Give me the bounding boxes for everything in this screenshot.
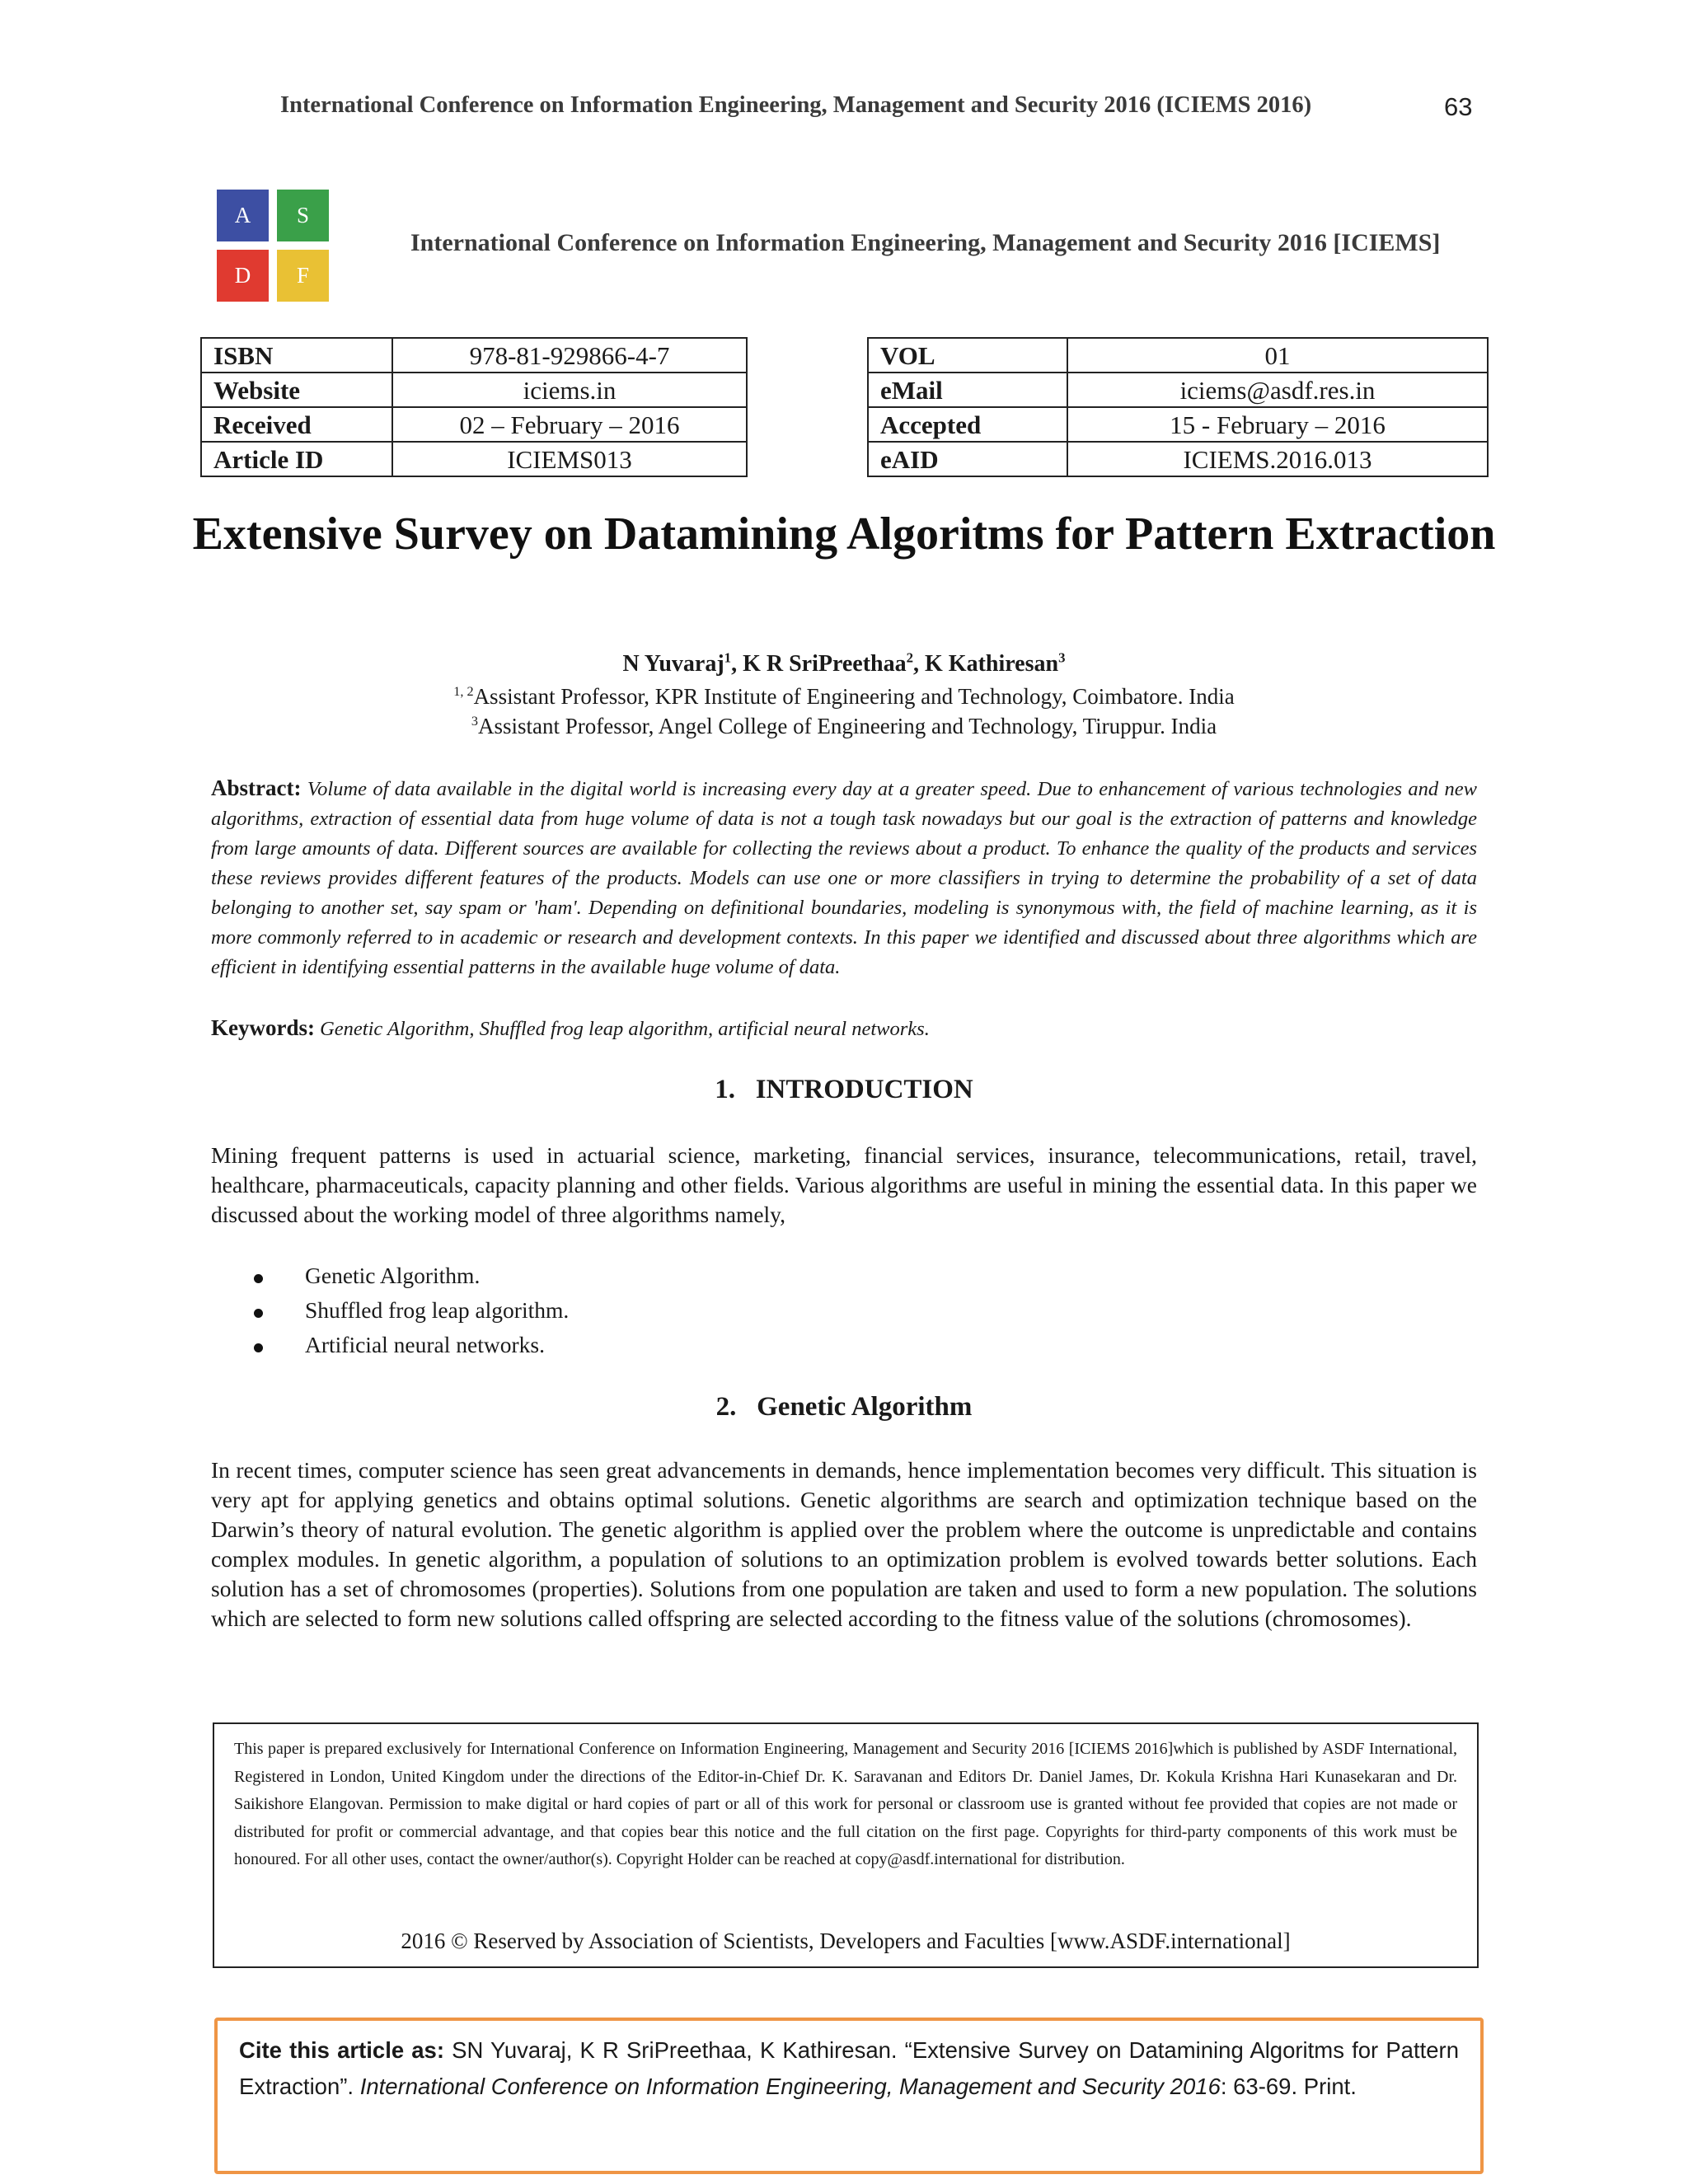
meta-key: Received [201, 407, 392, 442]
running-header: International Conference on Information Engineering, Management and Security 2016 (ICIEMS 2016) [280, 92, 1312, 118]
meta-value: iciems@asdf.res.in [1067, 373, 1488, 407]
affiliation-1 [132, 684, 1556, 710]
affiliation-sup: 1, 2 [453, 684, 474, 699]
author-sup: 3 [1058, 649, 1066, 666]
bullet-icon [254, 1309, 263, 1318]
author-name: N Yuvaraj [622, 651, 724, 677]
page-number: 63 [1444, 92, 1473, 121]
meta-value: ICIEMS.2016.013 [1067, 442, 1488, 476]
affiliation-sup: 3 [471, 714, 478, 729]
keywords-label: Keywords: [211, 1015, 315, 1040]
logo-tile-a: A [217, 190, 269, 241]
bullet-icon [254, 1274, 263, 1283]
meta-row [201, 442, 747, 476]
logo-tile-d: D [217, 250, 269, 302]
meta-value: ICIEMS013 [392, 442, 747, 476]
author-name: K Kathiresan [925, 651, 1059, 677]
affiliation-2 [132, 714, 1556, 739]
meta-value: 02 – February – 2016 [392, 407, 747, 442]
copyright-notice-text: This paper is prepared exclusively for International Conference on Information Engineering, Management and Security 2016 [ICIEMS 2016]which is published by ASDF International, Registered in London, United Kingdom under the directions of the Editor-in-Chief Dr. K. Saravanan and Editors Dr. Daniel James, Dr. Kokula Krishna Hari Kunasekaran and Dr. Saikishore Elangovan. Permission to make digital or hard copies of part or all of this work for personal or classroom use is granted without fee provided that copies are not made or distributed for profit or commercial advantage, and that copies bear this notice and the full citation on the first page. Copyrights for third-party components of this work must be honoured. For all other uses, contact the owner/author(s). Copyright Holder can be reached at copy@asdf.international for distribution. [234, 1740, 1457, 1868]
abstract-text: Volume of data available in the digital world is increasing every day at a greater speed. Due to enhancement of various technologies and new algorithms, extraction of essential data from huge volume of data is not a tough task nowadays but our goal is the extraction of patterns and knowledge from large amounts of data. Different sources are available for collecting the reviews about a product. To enhance the quality of the products and services these reviews provides different features of the products. Models can use one or more classifiers in trying to determine the probability of a set of data belonging to another set, say spam or 'ham'. Depending on definitional boundaries, modeling is synonymous with, the field of machine learning, as it is more commonly referred to in academic or research and development contexts. In this paper we identified and discussed about three algorithms which are efficient in identifying essential patterns in the available huge volume of data. [211, 778, 1478, 978]
meta-table-right [867, 337, 1489, 477]
cite-box [214, 2018, 1484, 2174]
cite-label: Cite this article as: [239, 2037, 445, 2063]
bullet-icon [254, 1343, 263, 1352]
meta-key: VOL [868, 338, 1067, 373]
abstract [211, 773, 1477, 982]
cite-venue: International Conference on Information Engineering, Management and Security 2016 [359, 2074, 1221, 2099]
keywords-text: Genetic Algorithm, Shuffled frog leap algorithm, artificial neural networks. [320, 1018, 930, 1040]
list-item-text: Genetic Algorithm. [305, 1263, 481, 1288]
meta-row [201, 338, 747, 373]
meta-row [868, 338, 1488, 373]
list-item-text: Artificial neural networks. [305, 1332, 545, 1357]
author-list [132, 651, 1556, 677]
cite-text [239, 2032, 1459, 2105]
reserved-line: 2016 © Reserved by Association of Scientists, Developers and Faculties [www.ASDF.international] [401, 1929, 1291, 1953]
meta-row [868, 407, 1488, 442]
meta-row [868, 442, 1488, 476]
conference-line: International Conference on Information Engineering, Management and Security 2016 [ICIEMS] [410, 229, 1441, 256]
genetic-algorithm-paragraph: In recent times, computer science has seen great advancements in demands, hence implementation becomes very difficult. This situation is very apt for applying genetics and obtains optimal solutions. Genetic algorithms are search and optimization technique based on the Darwin’s theory of natural evolution. The genetic algorithm is applied over the problem where the outcome is unpredictable and contains complex modules. In genetic algorithm, a population of solutions to an optimization problem is evolved towards better solutions. Each solution has a set of chromosomes (properties). Solutions from one population are taken and used to form a new population. The solutions which are selected to form new solutions called offspring are selected according to the fitness value of the solutions (chromosomes). [211, 1457, 1477, 1631]
meta-value: 978-81-929866-4-7 [392, 338, 747, 373]
asdf-logo [217, 190, 329, 302]
meta-key: eMail [868, 373, 1067, 407]
abstract-label: Abstract: [211, 776, 302, 800]
meta-row [868, 373, 1488, 407]
logo-tile-f: F [277, 250, 329, 302]
author-sup: 1 [724, 649, 732, 666]
author-sep: , [913, 651, 926, 677]
copyright-notice-box [213, 1722, 1479, 1968]
meta-table-left [200, 337, 748, 477]
meta-value: 15 - February – 2016 [1067, 407, 1488, 442]
introduction-paragraph: Mining frequent patterns is used in actuarial science, marketing, financial services, insurance, telecommunications, retail, travel, healthcare, pharmaceuticals, capacity planning and other fields. Various algorithms are useful in mining the essential data. In this paper we discussed about the working model of three algorithms namely, [211, 1142, 1477, 1227]
meta-row [201, 373, 747, 407]
logo-tile-s: S [277, 190, 329, 241]
section-heading-genetic-algorithm: 2. Genetic Algorithm [715, 1392, 973, 1422]
list-item-text: Shuffled frog leap algorithm. [305, 1297, 570, 1323]
meta-key: Website [201, 373, 392, 407]
author-name: K R SriPreethaa [743, 651, 907, 677]
cite-pages: : 63-69. Print. [1220, 2074, 1357, 2099]
meta-row [201, 407, 747, 442]
author-sep: , [731, 651, 743, 677]
author-sup: 2 [906, 649, 914, 666]
section-heading-introduction: 1. INTRODUCTION [715, 1075, 973, 1104]
meta-value: iciems.in [392, 373, 747, 407]
meta-key: eAID [868, 442, 1067, 476]
cite-authors-title: SN Yuvaraj, K R SriPreethaa, K Kathiresan. “Extensive Survey on Datamining Algoritms for Pattern Extraction”. [239, 2037, 1459, 2099]
meta-key: Accepted [868, 407, 1067, 442]
keywords [211, 1015, 1477, 1041]
affiliation-text: Assistant Professor, Angel College of Engineering and Technology, Tiruppur. India [477, 714, 1217, 738]
meta-key: ISBN [201, 338, 392, 373]
paper-title: Extensive Survey on Datamining Algoritms for Pattern Extraction [192, 509, 1496, 560]
affiliation-text: Assistant Professor, KPR Institute of Engineering and Technology, Coimbatore. India [473, 684, 1235, 709]
meta-value: 01 [1067, 338, 1488, 373]
meta-key: Article ID [201, 442, 392, 476]
